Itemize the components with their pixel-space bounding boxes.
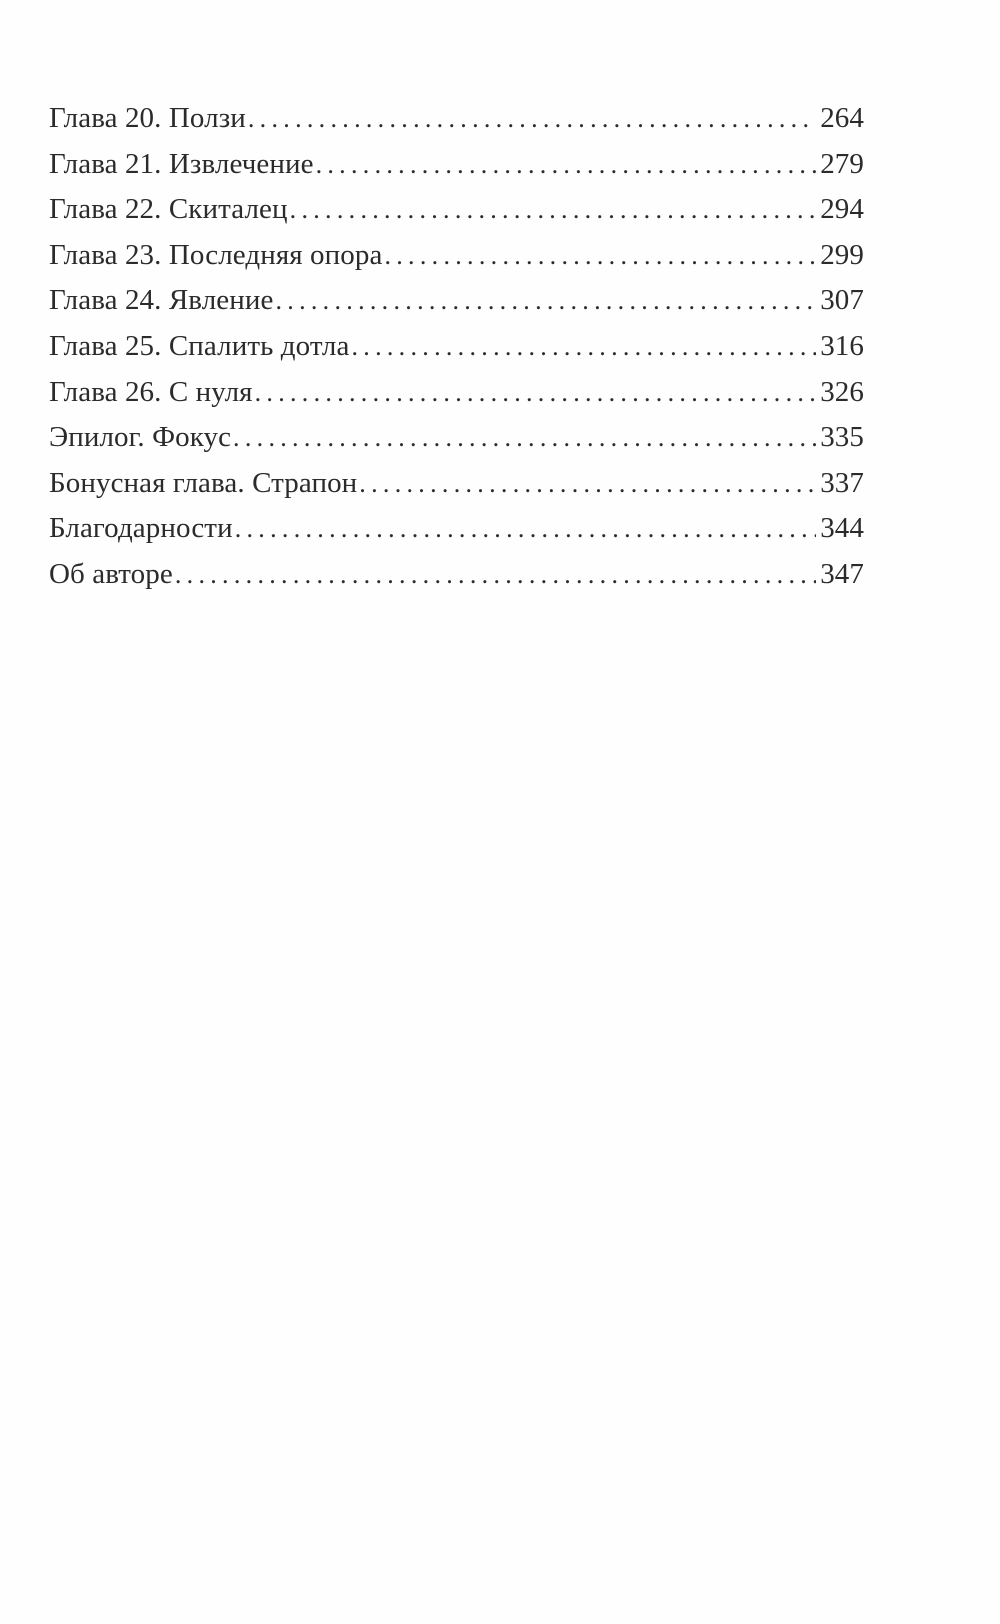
toc-dot-leader — [384, 241, 816, 271]
toc-entry-title: Благодарности — [49, 512, 233, 545]
table-of-contents — [49, 102, 864, 604]
toc-entry-page: 337 — [820, 466, 864, 499]
toc-entry — [49, 467, 864, 513]
toc-entry — [49, 284, 864, 330]
toc-entry-page: 316 — [820, 329, 864, 362]
toc-entry — [49, 330, 864, 376]
toc-entry-title: Эпилог. Фокус — [49, 421, 232, 454]
toc-entry-page: 294 — [820, 193, 864, 226]
toc-entry-title: Глава 25. Спалить дотла — [49, 329, 350, 362]
toc-dot-leader — [255, 378, 817, 408]
toc-dot-leader — [235, 514, 817, 544]
toc-entry-title: Глава 22. Скиталец — [49, 193, 288, 226]
toc-dot-leader — [351, 332, 816, 362]
toc-dot-leader — [359, 469, 816, 499]
toc-entry-title: Глава 23. Последняя опора — [49, 238, 383, 271]
toc-dot-leader — [316, 150, 817, 180]
toc-entry — [49, 102, 864, 148]
toc-entry — [49, 193, 864, 239]
toc-entry-page: 299 — [820, 238, 864, 271]
toc-entry-page: 307 — [820, 284, 864, 317]
toc-entry-page: 347 — [820, 557, 864, 590]
toc-dot-leader — [290, 195, 817, 225]
toc-entry — [49, 376, 864, 422]
toc-entry-page: 326 — [820, 375, 864, 408]
toc-entry-page: 344 — [820, 512, 864, 545]
toc-dot-leader — [175, 560, 816, 590]
toc-entry-page: 335 — [820, 421, 864, 454]
toc-entry — [49, 148, 864, 194]
toc-entry — [49, 421, 864, 467]
toc-entry-title: Глава 24. Явление — [49, 284, 274, 317]
toc-entry-page: 279 — [820, 147, 864, 180]
toc-entry-title: Глава 21. Извлечение — [49, 147, 314, 180]
toc-entry-title: Глава 26. С нуля — [49, 375, 253, 408]
toc-entry — [49, 512, 864, 558]
toc-entry-page: 264 — [820, 102, 864, 134]
toc-entry-title: Об авторе — [49, 557, 173, 590]
toc-entry — [49, 558, 864, 604]
toc-entry — [49, 239, 864, 285]
toc-dot-leader — [233, 423, 816, 453]
toc-entry-title: Бонусная глава. Страпон — [49, 466, 358, 499]
toc-dot-leader — [275, 286, 816, 316]
toc-entry-title: Глава 20. Ползи — [49, 102, 246, 134]
toc-dot-leader — [248, 104, 816, 134]
